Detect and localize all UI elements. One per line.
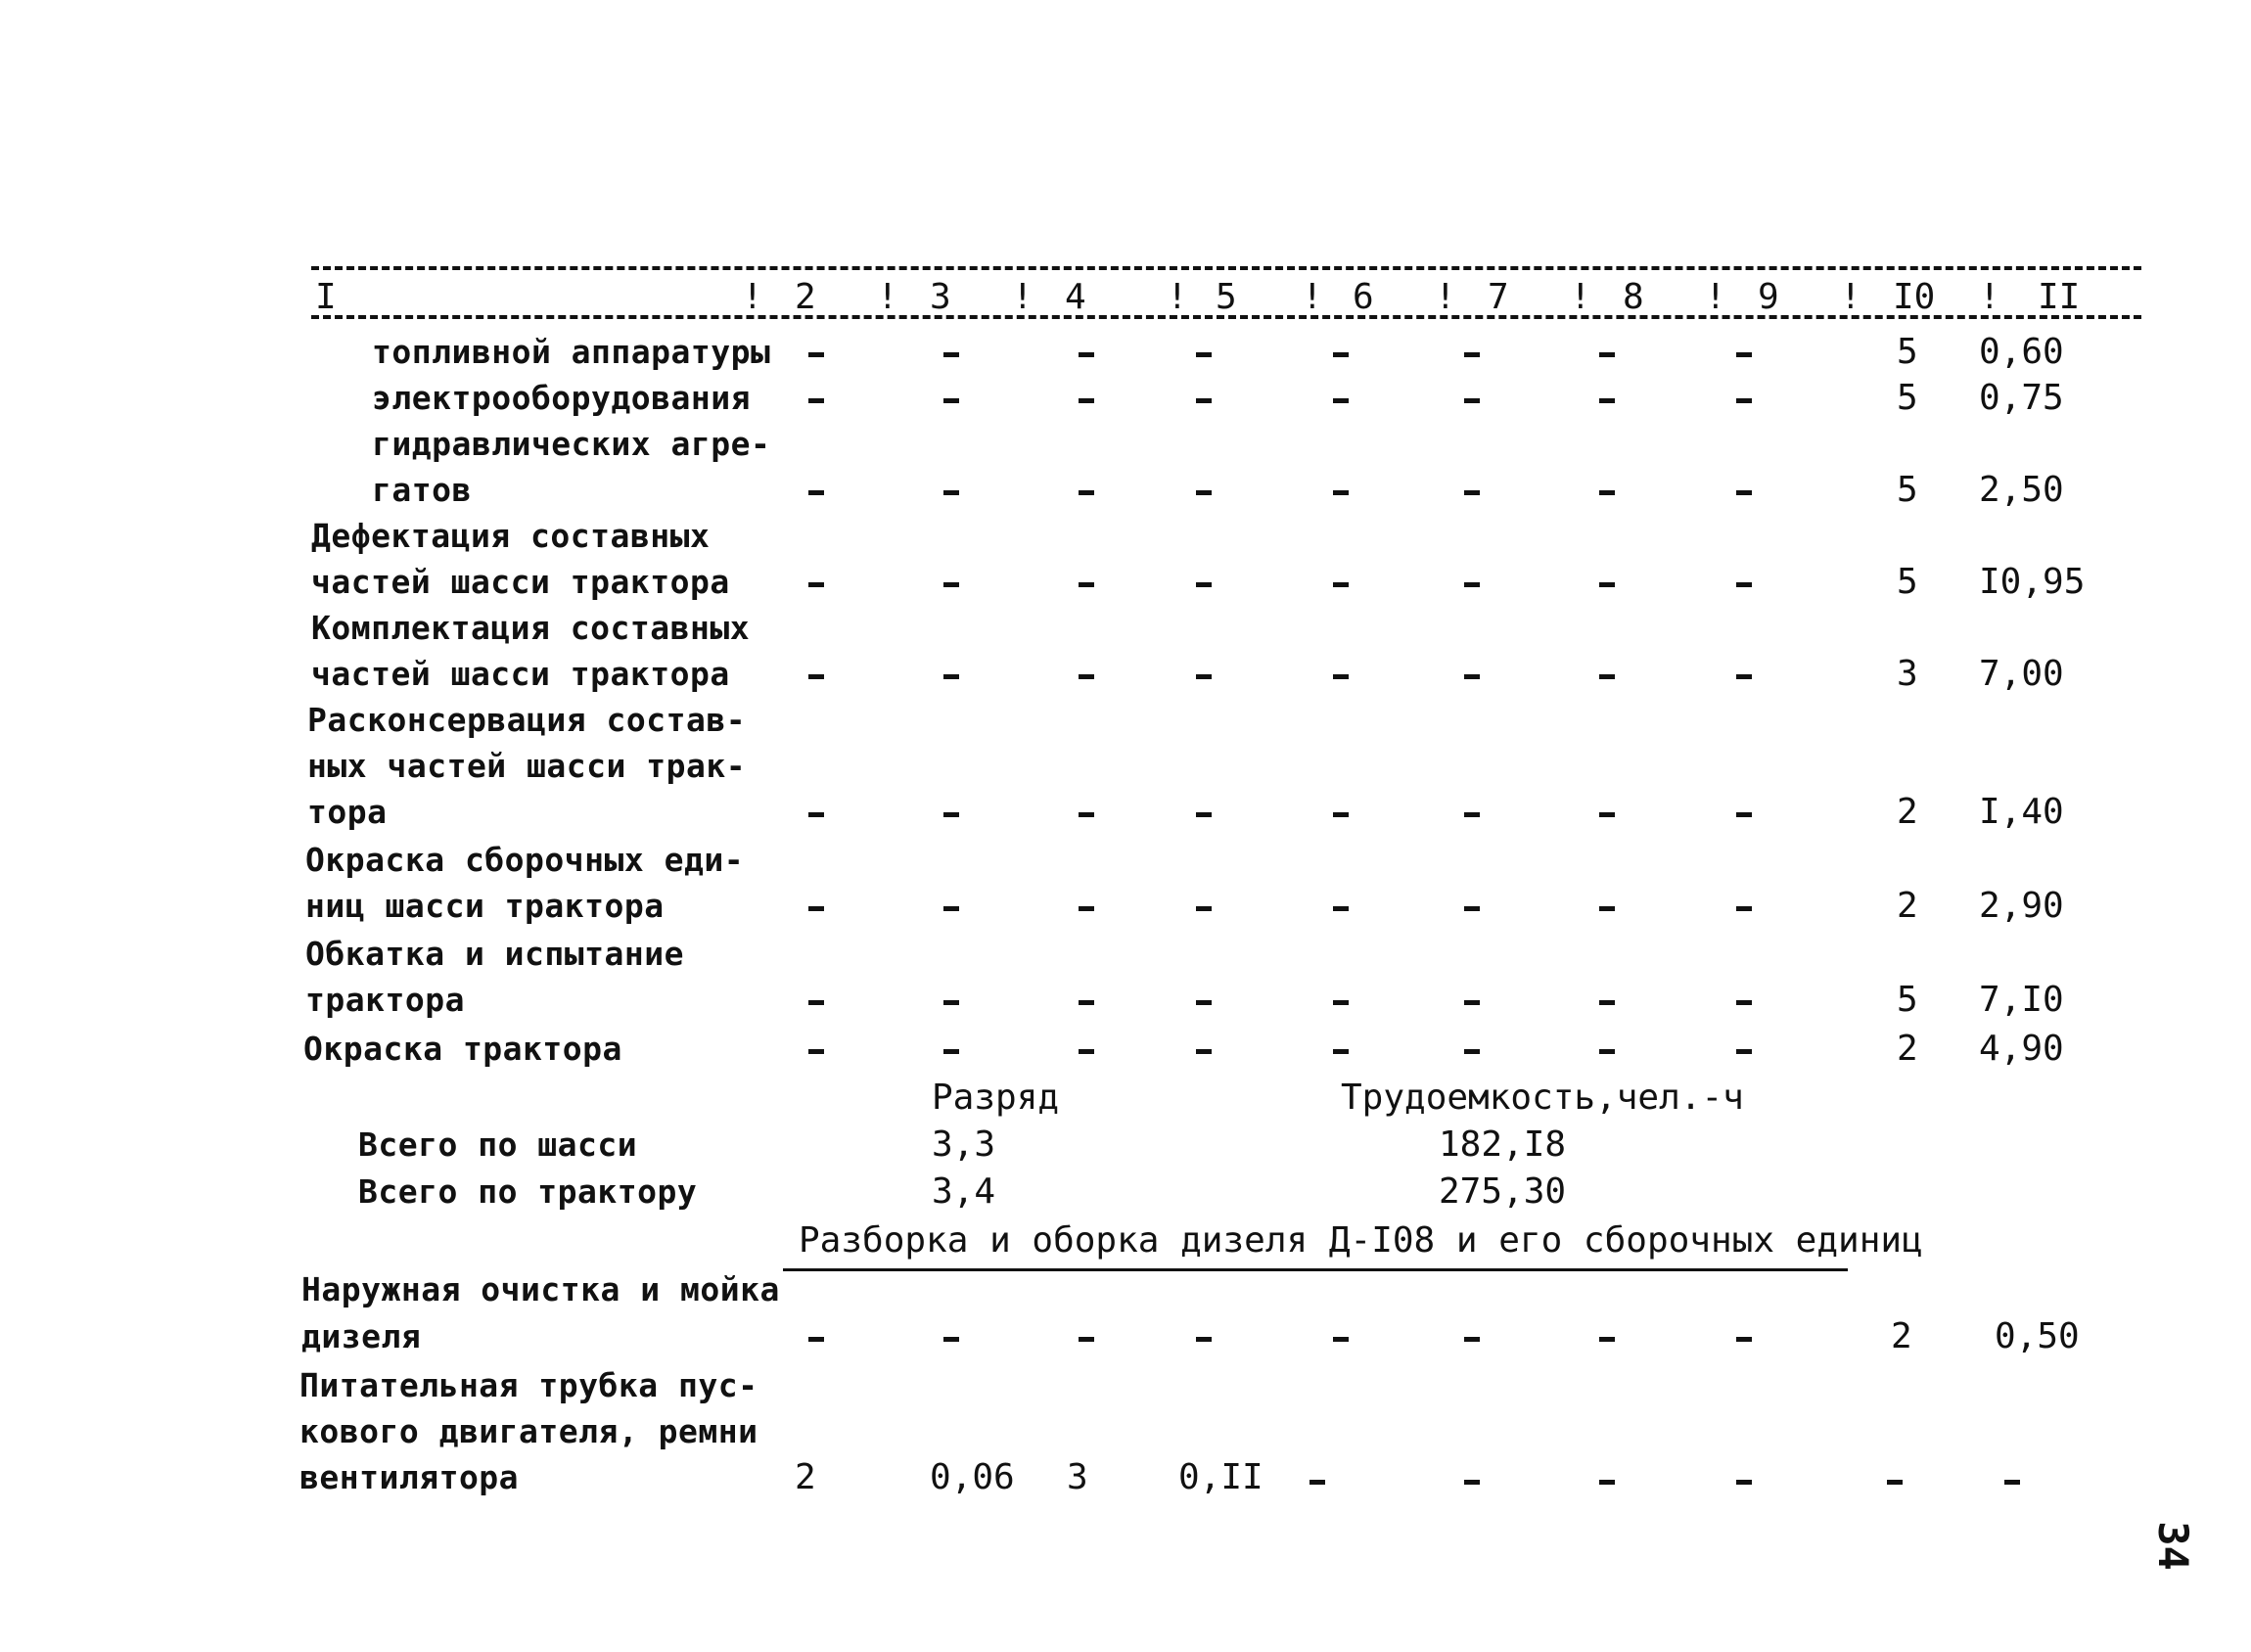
empty-cell-dash bbox=[1464, 1000, 1480, 1005]
empty-cell-dash bbox=[1736, 1480, 1752, 1485]
empty-cell-dash bbox=[1079, 1337, 1094, 1342]
empty-cell-dash bbox=[808, 1049, 824, 1054]
empty-cell-dash bbox=[1464, 1337, 1480, 1342]
empty-cell-dash bbox=[808, 906, 824, 911]
cell-c10: 5 bbox=[1897, 980, 1918, 1020]
empty-cell-dash bbox=[1464, 1049, 1480, 1054]
empty-cell-dash bbox=[1079, 398, 1094, 403]
col-separator: ! bbox=[1435, 277, 1456, 317]
row-label: Дефектация составных bbox=[311, 517, 711, 555]
empty-cell-dash bbox=[1196, 906, 1212, 911]
empty-cell-dash bbox=[1736, 1000, 1752, 1005]
empty-cell-dash bbox=[1196, 1049, 1212, 1054]
row-label: гатов bbox=[372, 471, 472, 509]
empty-cell-dash bbox=[1333, 398, 1349, 403]
empty-cell-dash bbox=[1333, 352, 1349, 357]
empty-cell-dash bbox=[1599, 398, 1615, 403]
cell-c2: 2 bbox=[795, 1457, 816, 1497]
empty-cell-dash bbox=[943, 1337, 959, 1342]
empty-cell-dash bbox=[1196, 490, 1212, 495]
row-label: гидравлических агре- bbox=[372, 425, 771, 463]
empty-cell-dash bbox=[1079, 906, 1094, 911]
empty-cell-dash bbox=[1079, 490, 1094, 495]
empty-cell-dash bbox=[1079, 1000, 1094, 1005]
empty-cell-dash bbox=[1079, 674, 1094, 679]
empty-cell-dash bbox=[1333, 906, 1349, 911]
cell-c11: I0,95 bbox=[1979, 562, 2086, 602]
empty-cell-dash bbox=[1333, 582, 1349, 587]
row-label: Окраска трактора bbox=[303, 1030, 622, 1068]
empty-cell-dash bbox=[1464, 352, 1480, 357]
cell-c11: 4,90 bbox=[1979, 1029, 2064, 1069]
empty-cell-dash bbox=[1736, 490, 1752, 495]
empty-cell-dash bbox=[808, 674, 824, 679]
empty-cell-dash bbox=[808, 490, 824, 495]
empty-cell-dash bbox=[1736, 1049, 1752, 1054]
header-top-rule bbox=[311, 266, 2141, 270]
section-title-underline bbox=[783, 1268, 1848, 1271]
empty-cell-dash bbox=[1079, 812, 1094, 817]
empty-cell-dash bbox=[1599, 1049, 1615, 1054]
empty-cell-dash bbox=[1736, 674, 1752, 679]
summary-grade: 3,4 bbox=[932, 1171, 996, 1212]
empty-cell-dash bbox=[943, 1049, 959, 1054]
row-label: частей шасси трактора bbox=[311, 563, 730, 601]
row-label: ных частей шасси трак- bbox=[307, 747, 747, 785]
empty-cell-dash bbox=[1464, 812, 1480, 817]
cell-c11: 0,60 bbox=[1979, 332, 2064, 372]
empty-cell-dash bbox=[1196, 674, 1212, 679]
empty-cell-dash bbox=[1736, 352, 1752, 357]
page-number: 34 bbox=[2148, 1521, 2197, 1571]
empty-cell-dash bbox=[943, 906, 959, 911]
empty-cell-dash bbox=[1196, 352, 1212, 357]
col-separator: ! bbox=[1979, 277, 2000, 317]
empty-cell-dash bbox=[1079, 582, 1094, 587]
empty-cell-dash bbox=[808, 812, 824, 817]
empty-cell-dash bbox=[808, 1000, 824, 1005]
empty-cell-dash bbox=[1196, 1000, 1212, 1005]
empty-cell-dash bbox=[1599, 906, 1615, 911]
row-label: ниц шасси трактора bbox=[305, 887, 665, 925]
empty-cell-dash bbox=[808, 1337, 824, 1342]
cell-c11: 2,50 bbox=[1979, 470, 2064, 510]
cell-c10: 2 bbox=[1897, 1029, 1918, 1069]
empty-cell-dash bbox=[2004, 1480, 2020, 1485]
cell-c10: 2 bbox=[1897, 886, 1918, 926]
empty-cell-dash bbox=[1736, 398, 1752, 403]
empty-cell-dash bbox=[1196, 398, 1212, 403]
summary-label: Всего по трактору bbox=[358, 1172, 698, 1211]
empty-cell-dash bbox=[808, 582, 824, 587]
empty-cell-dash bbox=[1333, 490, 1349, 495]
col-separator: ! bbox=[1705, 277, 1726, 317]
row-label: трактора bbox=[305, 981, 465, 1019]
col-header-8: 8 bbox=[1623, 277, 1644, 317]
empty-cell-dash bbox=[1464, 582, 1480, 587]
empty-cell-dash bbox=[943, 812, 959, 817]
cell-c10: 5 bbox=[1897, 332, 1918, 372]
empty-cell-dash bbox=[1464, 1480, 1480, 1485]
col-separator: ! bbox=[1167, 277, 1188, 317]
empty-cell-dash bbox=[1599, 582, 1615, 587]
cell-c10: 5 bbox=[1897, 378, 1918, 418]
empty-cell-dash bbox=[1599, 490, 1615, 495]
empty-cell-dash bbox=[943, 674, 959, 679]
cell-c3: 0,06 bbox=[930, 1457, 1015, 1497]
col-separator: ! bbox=[1840, 277, 1861, 317]
col-header-4: 4 bbox=[1065, 277, 1086, 317]
empty-cell-dash bbox=[1309, 1480, 1325, 1485]
cell-c10: 5 bbox=[1897, 562, 1918, 602]
summary-labor: 275,30 bbox=[1439, 1171, 1567, 1212]
empty-cell-dash bbox=[1333, 1337, 1349, 1342]
empty-cell-dash bbox=[1599, 674, 1615, 679]
empty-cell-dash bbox=[808, 352, 824, 357]
empty-cell-dash bbox=[1196, 812, 1212, 817]
col-separator: ! bbox=[877, 277, 898, 317]
empty-cell-dash bbox=[1599, 1000, 1615, 1005]
cell-c11: I,40 bbox=[1979, 792, 2064, 832]
col-separator: ! bbox=[1570, 277, 1591, 317]
row-label: кового двигателя, ремни bbox=[299, 1412, 758, 1450]
empty-cell-dash bbox=[1196, 1337, 1212, 1342]
col-header-7: 7 bbox=[1488, 277, 1509, 317]
col-separator: ! bbox=[1302, 277, 1323, 317]
empty-cell-dash bbox=[1464, 906, 1480, 911]
row-label: Питательная трубка пус- bbox=[299, 1366, 758, 1404]
cell-c10: 2 bbox=[1891, 1316, 1912, 1356]
col-header-2: 2 bbox=[795, 277, 816, 317]
summary-grade: 3,3 bbox=[932, 1124, 996, 1165]
empty-cell-dash bbox=[1333, 1000, 1349, 1005]
section-title: Разборка и оборка дизеля Д-I08 и его сборочных единиц bbox=[799, 1220, 1923, 1261]
col-header-3: 3 bbox=[930, 277, 951, 317]
col-header-5: 5 bbox=[1216, 277, 1237, 317]
empty-cell-dash bbox=[943, 1000, 959, 1005]
row-label: Расконсервация состав- bbox=[307, 701, 747, 739]
summary-grade-header: Разряд bbox=[932, 1078, 1060, 1118]
empty-cell-dash bbox=[1464, 674, 1480, 679]
empty-cell-dash bbox=[1599, 1480, 1615, 1485]
cell-c11: 0,75 bbox=[1979, 378, 2064, 418]
empty-cell-dash bbox=[1736, 906, 1752, 911]
cell-c5: 0,II bbox=[1178, 1457, 1263, 1497]
empty-cell-dash bbox=[1736, 1337, 1752, 1342]
empty-cell-dash bbox=[1333, 1049, 1349, 1054]
summary-label: Всего по шасси bbox=[358, 1125, 638, 1164]
empty-cell-dash bbox=[943, 352, 959, 357]
summary-labor: 182,I8 bbox=[1439, 1124, 1567, 1165]
col-header-6: 6 bbox=[1353, 277, 1374, 317]
empty-cell-dash bbox=[943, 582, 959, 587]
row-label: Наружная очистка и мойка bbox=[301, 1270, 780, 1308]
row-label: вентилятора bbox=[299, 1458, 520, 1496]
col-header-9: 9 bbox=[1758, 277, 1779, 317]
empty-cell-dash bbox=[808, 398, 824, 403]
empty-cell-dash bbox=[1599, 352, 1615, 357]
empty-cell-dash bbox=[1079, 352, 1094, 357]
empty-cell-dash bbox=[943, 490, 959, 495]
empty-cell-dash bbox=[1599, 812, 1615, 817]
row-label: электрооборудования bbox=[372, 379, 751, 417]
empty-cell-dash bbox=[1736, 582, 1752, 587]
summary-labor-header: Трудоемкость,чел.-ч bbox=[1341, 1078, 1744, 1118]
cell-c10: 5 bbox=[1897, 470, 1918, 510]
cell-c11: 0,50 bbox=[1995, 1316, 2080, 1356]
col-separator: ! bbox=[1012, 277, 1034, 317]
empty-cell-dash bbox=[1333, 674, 1349, 679]
cell-c10: 2 bbox=[1897, 792, 1918, 832]
row-label: Окраска сборочных еди- bbox=[305, 841, 745, 879]
cell-c11: 7,00 bbox=[1979, 654, 2064, 694]
cell-c4: 3 bbox=[1067, 1457, 1088, 1497]
empty-cell-dash bbox=[1196, 582, 1212, 587]
row-label: дизеля bbox=[301, 1317, 422, 1355]
col-header-1: I bbox=[315, 277, 337, 317]
cell-c10: 3 bbox=[1897, 654, 1918, 694]
empty-cell-dash bbox=[1333, 812, 1349, 817]
cell-c11: 7,I0 bbox=[1979, 980, 2064, 1020]
empty-cell-dash bbox=[943, 398, 959, 403]
empty-cell-dash bbox=[1079, 1049, 1094, 1054]
cell-c11: 2,90 bbox=[1979, 886, 2064, 926]
row-label: тора bbox=[307, 793, 388, 831]
row-label: Комплектация составных bbox=[311, 609, 751, 647]
row-label: частей шасси трактора bbox=[311, 655, 730, 693]
empty-cell-dash bbox=[1464, 490, 1480, 495]
row-label: Обкатка и испытание bbox=[305, 935, 684, 973]
row-label: топливной аппаратуры bbox=[372, 333, 771, 371]
empty-cell-dash bbox=[1887, 1480, 1903, 1485]
col-header-10: I0 bbox=[1893, 277, 1936, 317]
empty-cell-dash bbox=[1464, 398, 1480, 403]
col-header-11: II bbox=[2038, 277, 2081, 317]
col-separator: ! bbox=[742, 277, 763, 317]
empty-cell-dash bbox=[1599, 1337, 1615, 1342]
empty-cell-dash bbox=[1736, 812, 1752, 817]
